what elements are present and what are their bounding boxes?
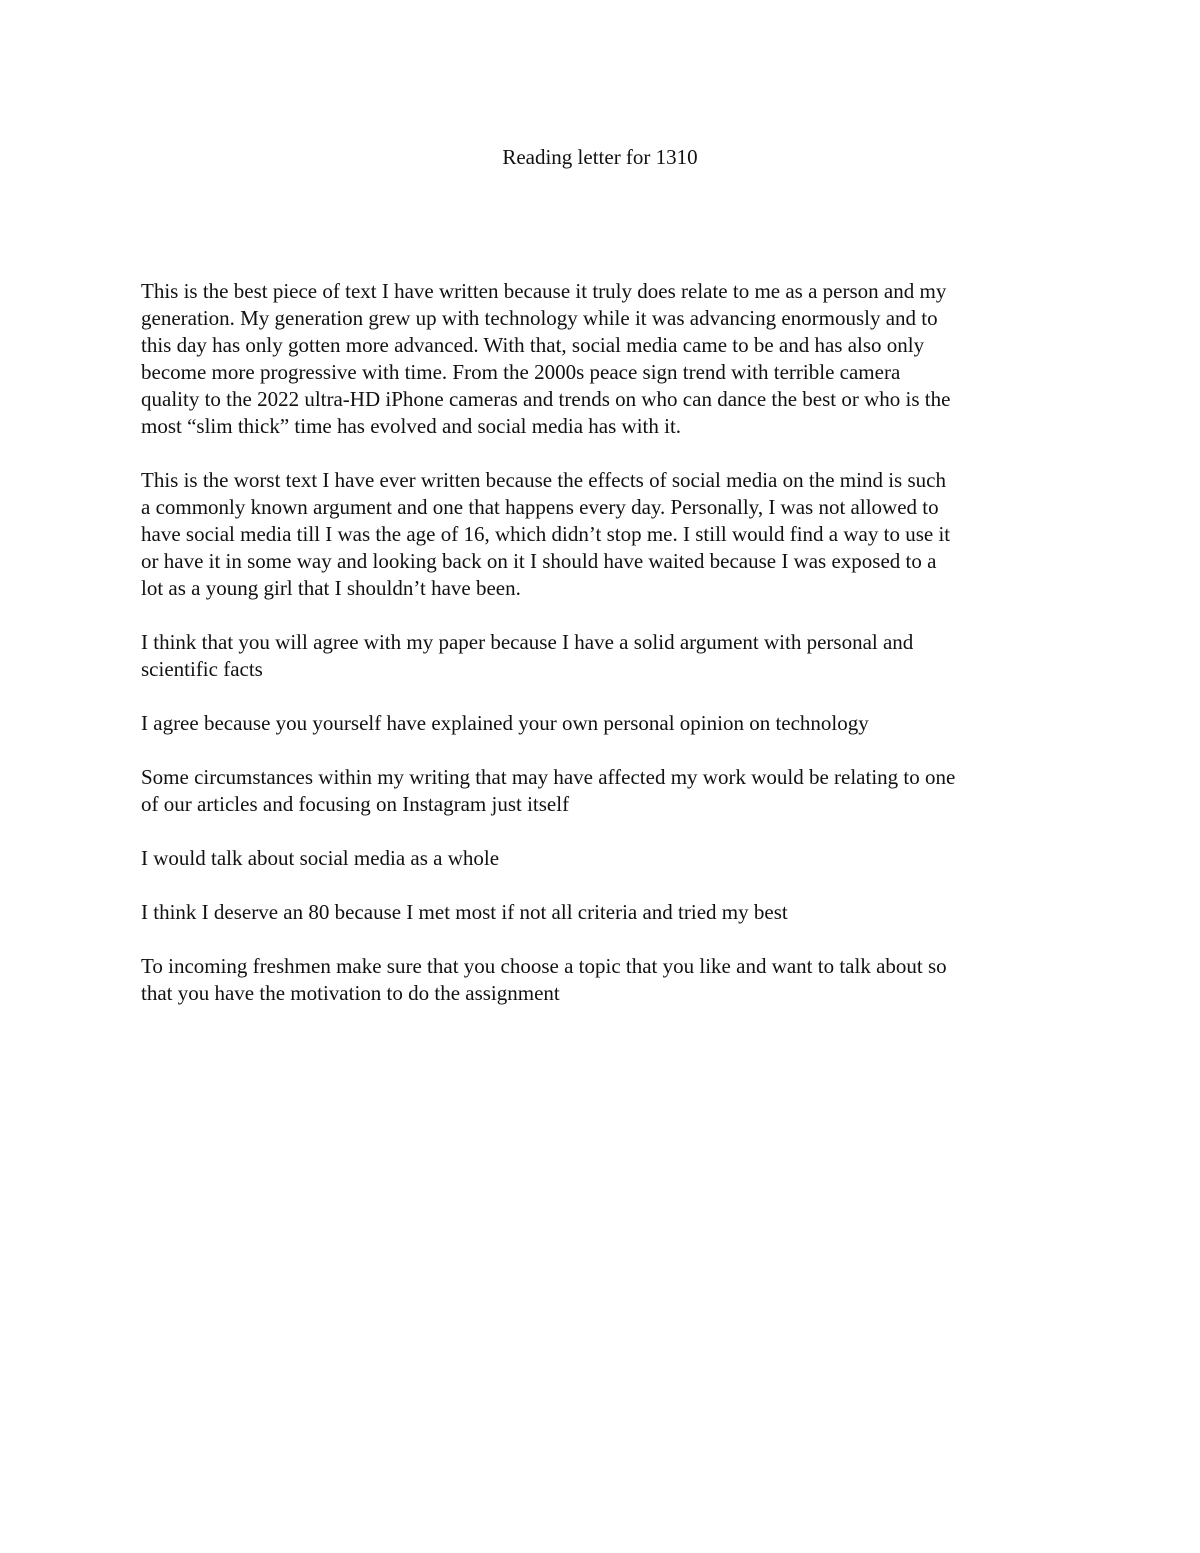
paragraph-line: a commonly known argument and one that happens every day. Personally, I was not allowed to: [141, 495, 939, 519]
paragraph-line: I agree because you yourself have explained your own personal opinion on technology: [141, 711, 869, 735]
paragraph-circumstances: [141, 764, 1066, 818]
paragraph-line: I would talk about social media as a whole: [141, 846, 500, 870]
paragraph-line: this day has only gotten more advanced. With that, social media came to be and has also only: [141, 333, 925, 357]
paragraph-line: I think that you will agree with my paper because I have a solid argument with personal and: [141, 630, 914, 654]
paragraph-line: Some circumstances within my writing that may have affected my work would be relating to one: [141, 765, 956, 789]
paragraph-line: generation. My generation grew up with technology while it was advancing enormously and to: [141, 306, 938, 330]
paragraph-incoming-freshmen: [141, 953, 1066, 1007]
paragraph-line: scientific facts: [141, 657, 263, 681]
paragraph-line: I think I deserve an 80 because I met most if not all criteria and tried my best: [141, 900, 788, 924]
paragraph-social-media-whole: [141, 845, 1066, 872]
paragraph-agree-with-paper: [141, 629, 1066, 683]
paragraph-line: quality to the 2022 ultra-HD iPhone cameras and trends on who can dance the best or who is the: [141, 387, 951, 411]
paragraph-line: lot as a young girl that I shouldn’t have been.: [141, 576, 521, 600]
paragraph-line: This is the worst text I have ever written because the effects of social media on the mind is such: [141, 468, 946, 492]
paragraph-line: most “slim thick” time has evolved and social media has with it.: [141, 414, 682, 438]
paragraph-line: This is the best piece of text I have written because it truly does relate to me as a person and my: [141, 279, 947, 303]
paragraph-best-text: [141, 278, 1066, 440]
paragraph-i-agree: [141, 710, 1066, 737]
paragraph-line: that you have the motivation to do the assignment: [141, 981, 560, 1005]
paragraph-line: To incoming freshmen make sure that you choose a topic that you like and want to talk about so: [141, 954, 947, 978]
document-body: [141, 278, 1066, 1034]
paragraph-worst-text: [141, 467, 1066, 602]
document-title: Reading letter for 1310: [502, 145, 698, 169]
paragraph-line: have social media till I was the age of 16, which didn’t stop me. I still would find a way to use it: [141, 522, 951, 546]
paragraph-line: become more progressive with time. From the 2000s peace sign trend with terrible camera: [141, 360, 901, 384]
paragraph-line: or have it in some way and looking back on it I should have waited because I was exposed to a: [141, 549, 937, 573]
paragraph-deserve-grade: [141, 899, 1066, 926]
paragraph-line: of our articles and focusing on Instagram just itself: [141, 792, 570, 816]
